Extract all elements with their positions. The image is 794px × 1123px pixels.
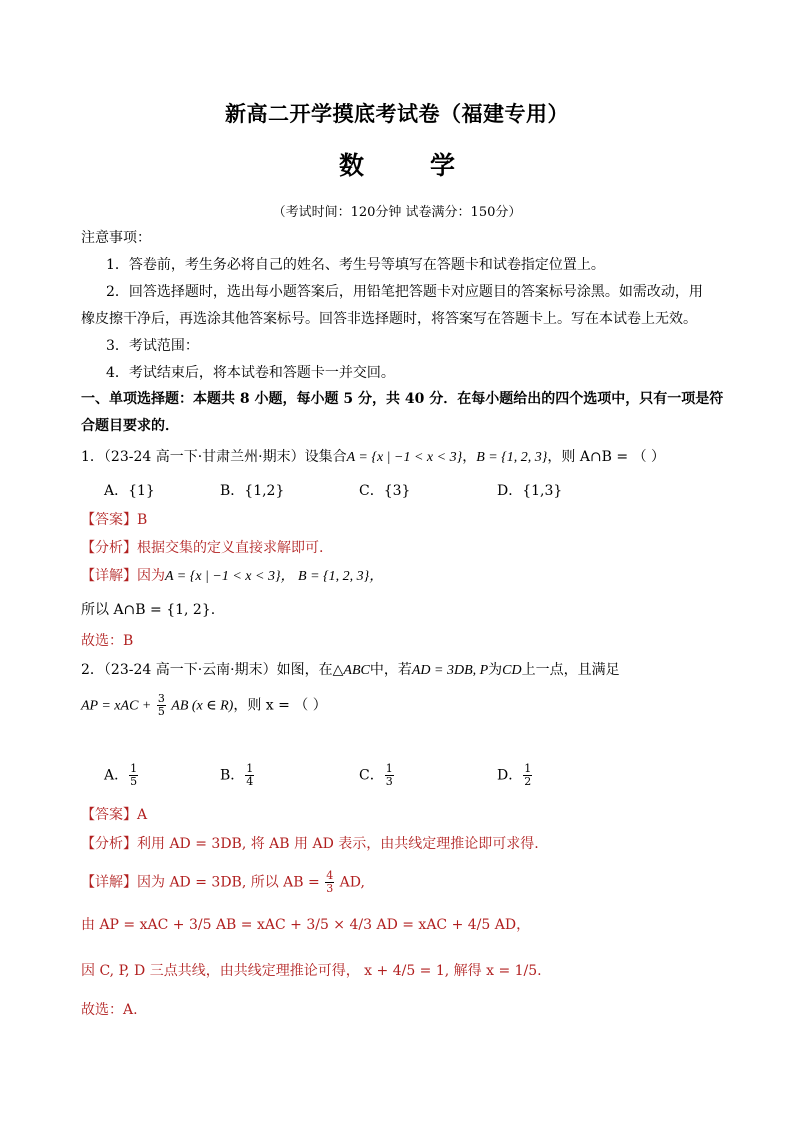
q2-detail-1-end: AD,	[339, 874, 365, 891]
q2-answer-tag: 【答案】	[81, 807, 137, 823]
q1-answer-tag: 【答案】	[81, 512, 137, 528]
q2-analysis-tag: 【分析】	[81, 836, 137, 852]
q2-segment: CD	[502, 663, 522, 678]
q1-set-a: A = {x | −1 < x < 3}	[346, 450, 463, 465]
q2-analysis	[81, 834, 539, 854]
q1-analysis-text: 根据交集的定义直接求解即可.	[137, 540, 324, 556]
q2-option-d-fraction	[523, 763, 532, 788]
q2-mid2: 为	[488, 662, 503, 678]
q2-option-d-label: D．	[497, 767, 523, 784]
section-heading-cont: 合题目要求的．	[81, 418, 179, 434]
notice-item-2a: 2．回答选择题时，选出每小题答案后，用铅笔把答题卡对应题目的答案标号涂黑。如需改动，用	[106, 284, 703, 300]
q2-triangle: △ABC	[332, 663, 370, 678]
q1-answer-value: B	[137, 512, 148, 528]
exam-title: 新高二开学摸底考试卷（福建专用）	[225, 102, 569, 126]
q2-condition: AD = 3DB, P	[411, 663, 489, 678]
q2-detail-fraction	[325, 870, 334, 895]
q2-stem	[81, 660, 620, 681]
q2-option-d	[497, 763, 533, 788]
q2-analysis-text: 利用 AD = 3DB, 将 AB 用 AD 表示，由共线定理推论即可求得.	[137, 836, 539, 852]
q2-eq-right: AB (x ∈ R)	[171, 698, 234, 714]
q2-option-c-den: 3	[385, 775, 393, 788]
q2-detail-frac-den: 3	[326, 882, 334, 895]
q2-option-d-num: 1	[524, 762, 532, 775]
subject-char-1: 数	[338, 151, 364, 180]
q1-detail	[81, 566, 383, 587]
notice-item-4: 4．考试结束后，将本试卷和答题卡一并交回。	[106, 365, 395, 381]
q2-option-b	[220, 763, 255, 788]
q2-eq-left: AP = xAC +	[81, 698, 152, 714]
q2-option-a-den: 5	[130, 775, 138, 788]
q2-equation	[81, 693, 327, 718]
notice-heading: 注意事项：	[81, 230, 151, 246]
q1-analysis	[81, 538, 323, 558]
q1-detail-prefix: 因为	[137, 568, 165, 584]
q2-option-b-den: 4	[246, 775, 254, 788]
notice-item-2b: 橡皮擦干净后，再选涂其他答案标号。回答非选择题时，将答案写在答题卡上。写在本试卷上无效。	[81, 311, 697, 327]
q2-detail	[81, 870, 365, 895]
q2-eq-frac-den: 5	[157, 705, 165, 718]
q2-answer-value: A	[137, 807, 148, 823]
q1-option-d: D．{1,3}	[497, 483, 563, 499]
q2-detail-3: 因 C, P, D 三点共线，由共线定理推论可得， x + 4/5 = 1, 解得 x = 1/5.	[81, 963, 542, 979]
q2-option-b-label: B．	[220, 767, 245, 784]
exam-info: （考试时间：120分钟 试卷满分：150分）	[272, 205, 522, 220]
q1-stem-suffix: ，则 A∩B = （ ）	[547, 449, 666, 465]
q2-option-b-fraction	[245, 763, 254, 788]
q2-option-c-label: C．	[359, 767, 384, 784]
q2-option-c-num: 1	[385, 762, 393, 775]
subject-title	[0, 146, 794, 182]
q2-choice: 故选：A.	[81, 1002, 138, 1018]
q2-eq-fraction	[157, 693, 166, 718]
q1-option-a: A．{1}	[104, 483, 155, 499]
q2-ask: ，则 x = （ ）	[233, 697, 327, 714]
q1-sep: ，	[462, 449, 477, 465]
q2-option-a	[104, 763, 139, 788]
notice-item-1: 1．答卷前，考生务必将自己的姓名、考生号等填写在答题卡和试卷指定位置上。	[106, 257, 605, 273]
q1-answer	[81, 510, 147, 530]
q2-option-c-fraction	[385, 763, 394, 788]
q1-set-b: B = {1, 2, 3}	[476, 450, 548, 465]
q2-option-c	[359, 763, 395, 788]
q1-detail-math: A = {x | −1 < x < 3}， B = {1, 2, 3}，	[165, 569, 384, 584]
subject-char-2: 学	[430, 151, 456, 180]
q2-option-b-num: 1	[246, 762, 254, 775]
q2-option-a-num: 1	[130, 762, 138, 775]
q2-stem-suffix: 上一点，且满足	[521, 662, 620, 678]
q2-option-a-fraction	[129, 763, 138, 788]
q1-option-b: B．{1,2}	[220, 483, 285, 499]
q1-detail-tag: 【详解】	[81, 568, 137, 584]
q1-detail-2: 所以 A∩B = {1, 2}.	[81, 602, 216, 618]
q2-detail-frac-num: 4	[326, 869, 334, 882]
section-heading: 一、单项选择题：本题共 8 小题，每小题 5 分，共 40 分．在每小题给出的四个选项中，只有一项是符	[81, 391, 724, 407]
q1-stem	[81, 447, 665, 468]
q2-eq-frac-num: 3	[157, 692, 165, 705]
q2-mid: 中，若	[369, 662, 412, 678]
q2-answer	[81, 805, 147, 825]
q2-option-a-label: A．	[104, 767, 129, 784]
q1-option-c: C．{3}	[359, 483, 411, 499]
q2-option-d-den: 2	[524, 775, 532, 788]
q1-analysis-tag: 【分析】	[81, 540, 137, 556]
q1-choice: 故选：B	[81, 633, 134, 649]
q2-detail-2: 由 AP = xAC + 3/5 AB = xAC + 3/5 × 4/3 AD = xAC + 4/5 AD，	[81, 917, 531, 933]
q2-stem-prefix: 2．（23-24 高一下·云南·期末）如图，在	[81, 662, 333, 678]
notice-item-3: 3．考试范围：	[106, 338, 199, 354]
q2-detail-1: 因为 AD = 3DB, 所以 AB =	[137, 874, 320, 891]
q2-detail-tag: 【详解】	[81, 874, 137, 891]
q1-stem-prefix: 1．（23-24 高一下·甘肃兰州·期末）设集合	[81, 449, 347, 465]
